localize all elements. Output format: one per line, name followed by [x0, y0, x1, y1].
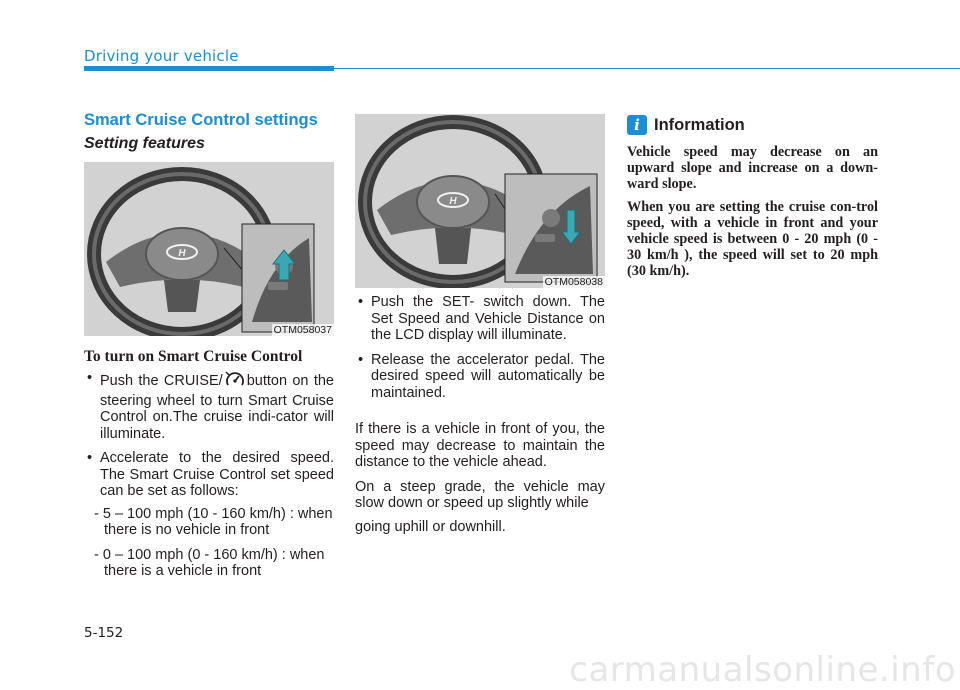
watermark: carmanualsonline.info	[569, 650, 956, 690]
subtitle: Setting features	[84, 135, 205, 152]
subsection-heading: To turn on Smart Cruise Control	[84, 348, 303, 365]
bullet-text: Push the CRUISE/	[100, 373, 223, 389]
bullet-text: Release the accelerator pedal. The desired speed will automatically be maintained.	[371, 351, 605, 401]
steering-wheel-illustration	[355, 114, 605, 288]
paragraph: going uphill or downhill.	[355, 518, 506, 535]
header-rule	[334, 68, 960, 69]
list-item	[355, 352, 605, 402]
left-column-text	[84, 370, 334, 588]
section-header: Driving your vehicle	[84, 47, 239, 65]
bullet-text: Accelerate to the desired speed. The Smart Cruise Control set speed can be set as follows:	[100, 450, 334, 499]
header-accent-bar	[84, 66, 334, 71]
info-icon: i	[627, 115, 647, 135]
cruise-icon	[225, 370, 245, 393]
figure-code-right: OTM058038	[544, 276, 603, 288]
bullet-text: Push the SET- switch down. The Set Speed and Vehicle Distance on the LCD display will illuminate.	[371, 294, 605, 343]
svg-text:H: H	[178, 248, 186, 259]
list-item	[84, 370, 334, 442]
paragraph: On a steep grade, the vehicle may slow down or speed up slightly while	[355, 478, 605, 511]
info-title: Information	[654, 116, 745, 134]
steering-wheel-illustration	[84, 162, 334, 336]
middle-column-text	[355, 294, 605, 535]
page-number: 5-152	[84, 625, 124, 641]
steering-wheel-figure-right	[355, 114, 605, 288]
info-paragraph: When you are setting the cruise con-trol speed, with a vehicle in front and your vehicle speed is between 0 - 20 mph (0 - 30 km/h ), the speed will set to 20 mph (30 km/h).	[627, 199, 878, 279]
bullet-text: button on the steering wheel to turn Smart Cruise Control on.The cruise indi-cator will illuminate.	[100, 373, 334, 442]
info-paragraph: Vehicle speed may decrease on an upward slope and increase on a down-ward slope.	[627, 144, 878, 192]
info-body	[627, 145, 878, 287]
speed-range-item: - 0 – 100 mph (0 - 160 km/h) : when there is a vehicle in front	[94, 546, 325, 579]
list-item	[355, 294, 605, 344]
figure-code-left: OTM058037	[273, 324, 332, 336]
paragraph: If there is a vehicle in front of you, the speed may decrease to maintain the distance to the vehicle ahead.	[355, 421, 605, 470]
section-title: Smart Cruise Control settings	[84, 111, 318, 129]
steering-wheel-figure-left	[84, 162, 334, 336]
svg-text:H: H	[449, 196, 457, 207]
list-item	[84, 450, 334, 500]
speed-range-item: - 5 – 100 mph (10 - 160 km/h) : when there is no vehicle in front	[94, 505, 333, 538]
